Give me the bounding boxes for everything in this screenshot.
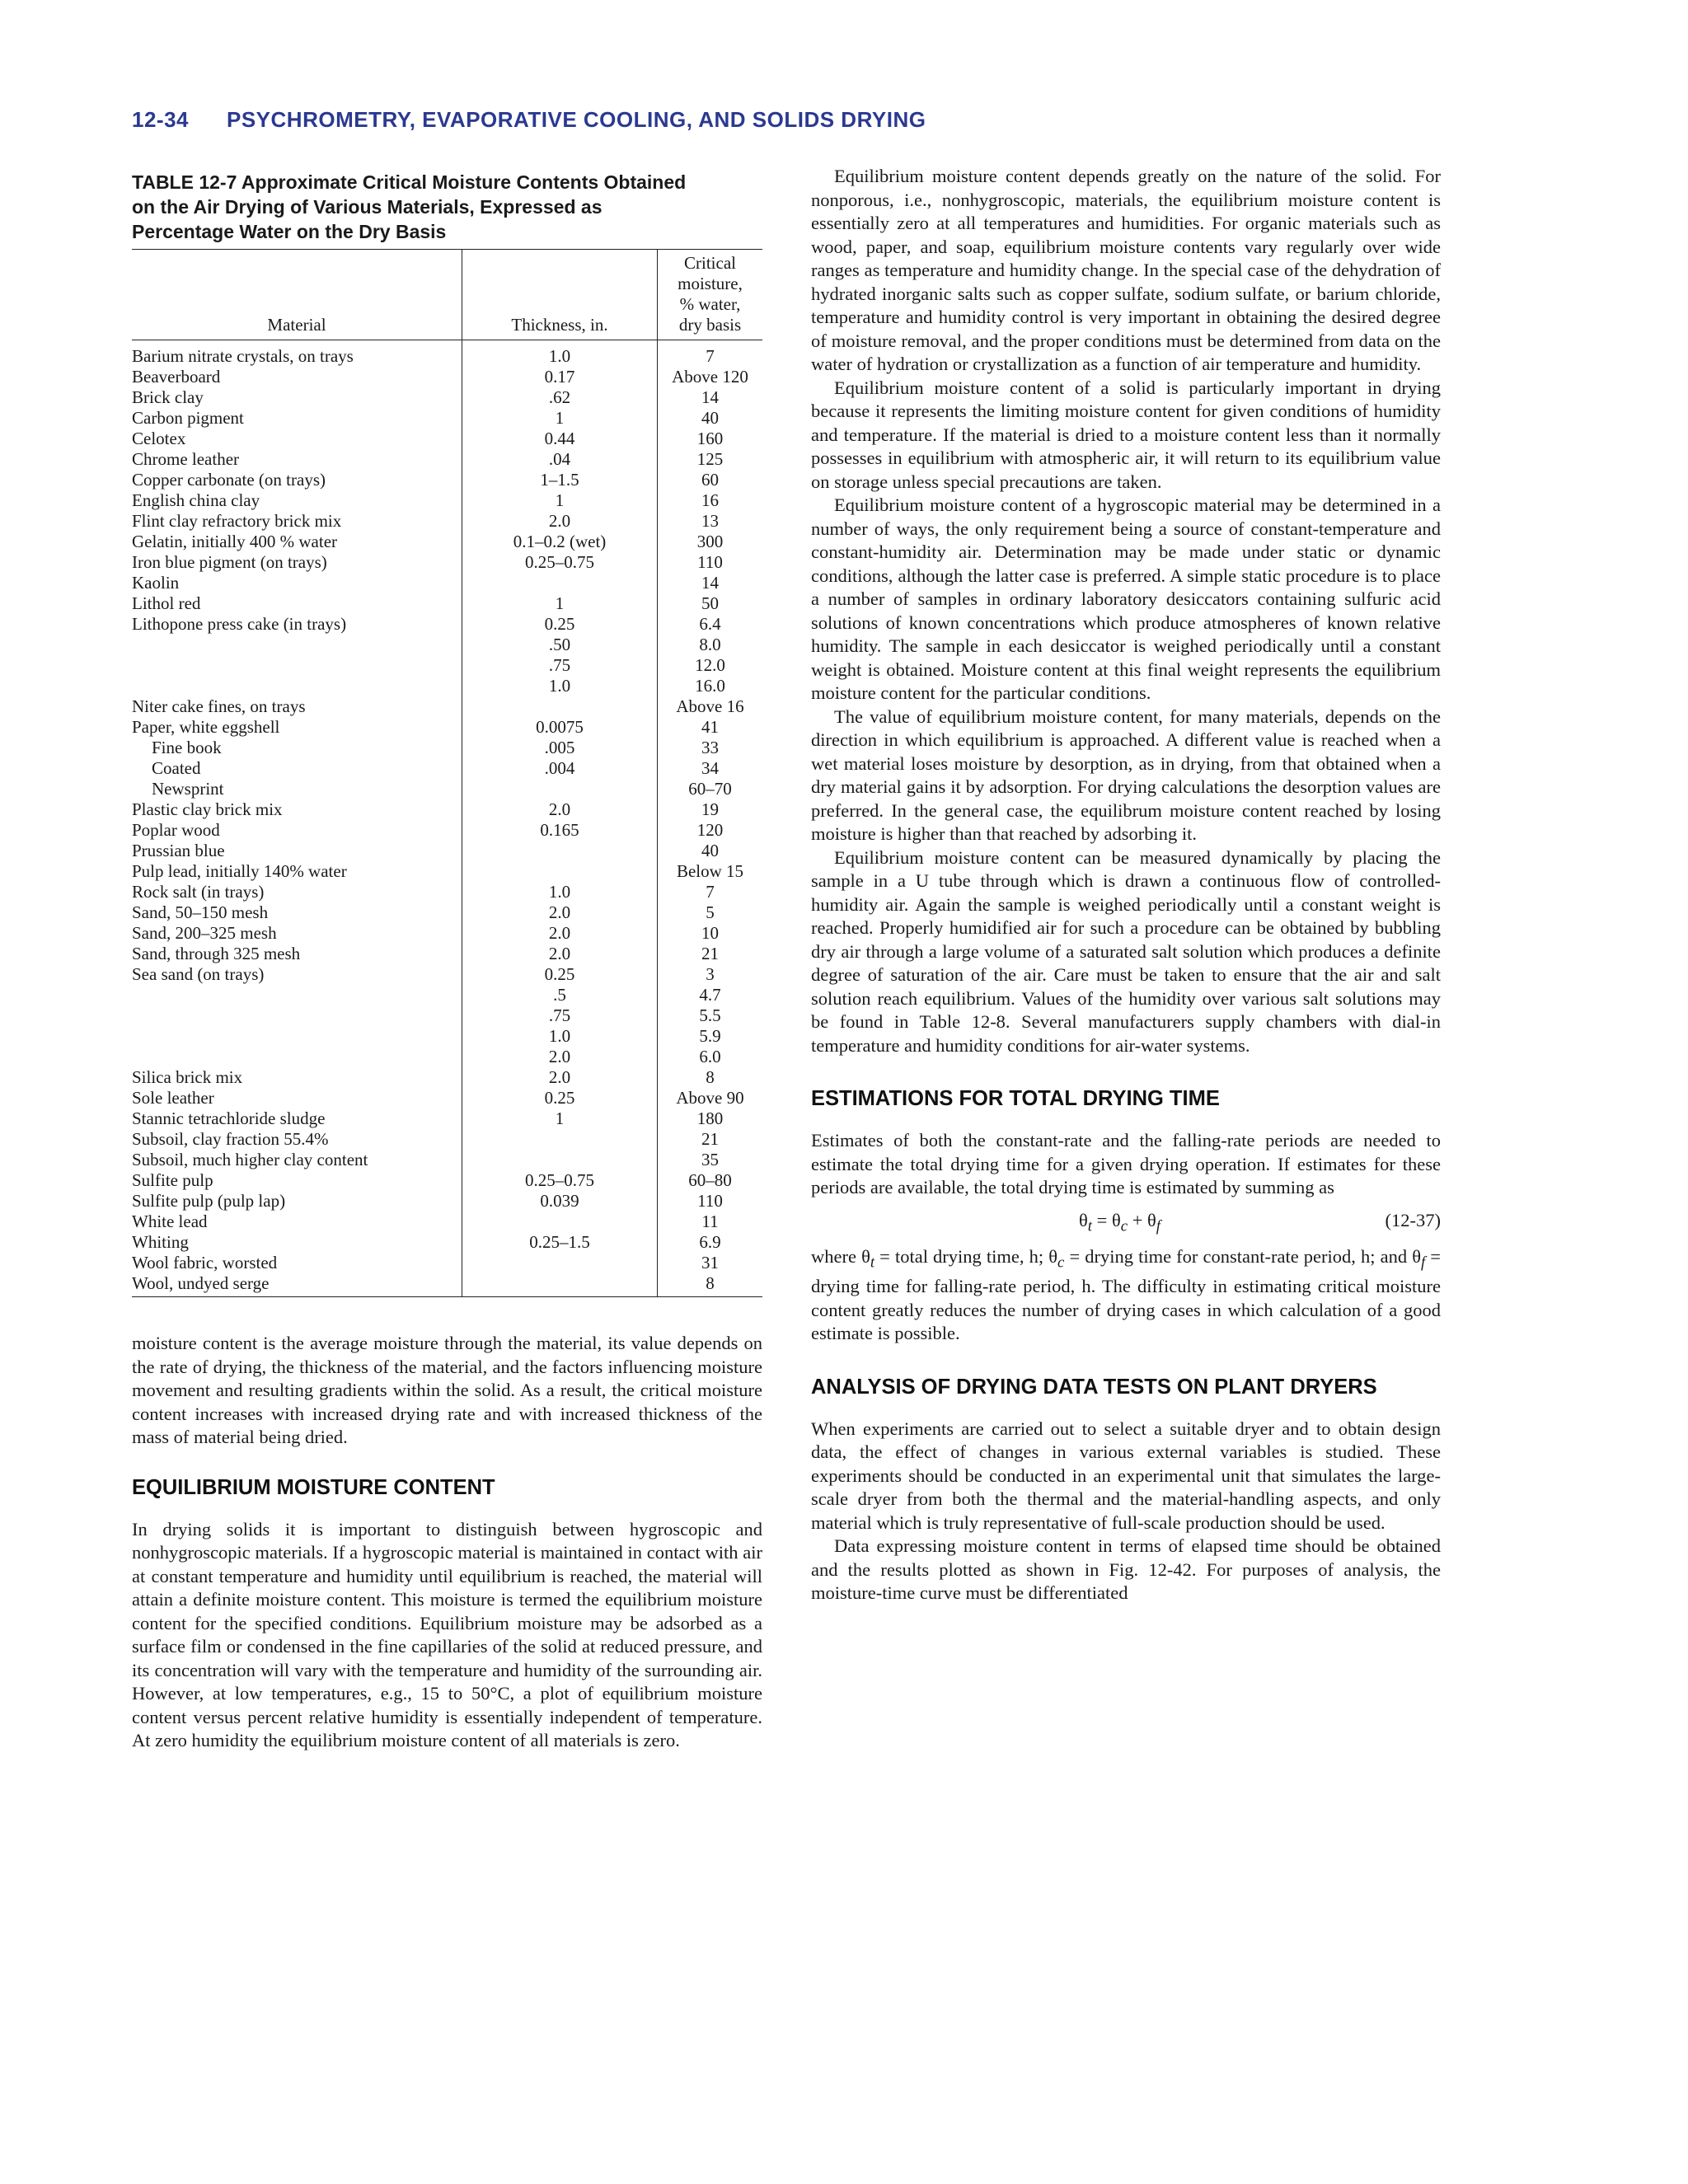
cell-critical-moisture: 16.0 [695, 676, 725, 696]
cell-critical-moisture: 12.0 [695, 655, 725, 675]
cell-material: Brick clay [132, 387, 204, 407]
table-row [132, 573, 762, 593]
table-row [132, 1047, 762, 1067]
table-row [132, 511, 762, 532]
header-material: Material [132, 250, 462, 340]
table-row [132, 985, 762, 1005]
subscript: t [870, 1254, 875, 1272]
cell-critical-moisture: Below 15 [676, 861, 744, 881]
cell-material [132, 985, 462, 1005]
table-row [132, 1273, 762, 1297]
theta-symbol: θ [1111, 1209, 1121, 1230]
table-title [132, 170, 762, 244]
header-line: Critical [684, 253, 736, 273]
cell-thickness: 1 [462, 490, 658, 511]
cell-thickness [462, 1212, 658, 1232]
cell-critical-moisture: 19 [701, 799, 719, 819]
cell-material: Pulp lead, initially 140% water [132, 861, 347, 881]
cell-thickness: 2.0 [462, 902, 658, 923]
cell-thickness [462, 841, 658, 861]
cell-thickness: 2.0 [462, 511, 658, 532]
critical-moisture-table [132, 249, 762, 1297]
cell-critical-moisture: 10 [701, 923, 719, 943]
cell-material: Sole leather [132, 1088, 214, 1108]
cell-thickness: .5 [462, 985, 658, 1005]
cell-critical-moisture: 14 [701, 573, 719, 593]
table-row [132, 1108, 762, 1129]
where-text: = total drying time, h; [874, 1246, 1049, 1267]
table-row [132, 367, 762, 387]
cell-material: Lithol red [132, 593, 201, 613]
cell-thickness: 2.0 [462, 923, 658, 944]
cell-critical-moisture: Above 16 [676, 696, 744, 716]
table-row [132, 490, 762, 511]
cell-thickness [462, 1273, 658, 1297]
cell-critical-moisture: 5 [706, 902, 715, 922]
table-body [132, 340, 762, 1297]
table-row [132, 696, 762, 717]
cell-thickness: .04 [462, 449, 658, 470]
cell-material: White lead [132, 1212, 208, 1231]
cell-critical-moisture: 21 [701, 1129, 719, 1149]
cell-critical-moisture: 13 [701, 511, 719, 531]
cell-material: Barium nitrate crystals, on trays [132, 346, 354, 366]
section-heading-total-drying-time: ESTIMATIONS FOR TOTAL DRYING TIME [811, 1087, 1220, 1110]
cell-critical-moisture: 6.4 [699, 614, 721, 634]
cell-thickness: 0.25–0.75 [462, 1170, 658, 1191]
cell-thickness: 0.44 [462, 429, 658, 449]
table-row [132, 532, 762, 552]
cell-thickness: 1 [462, 1108, 658, 1129]
table-row [132, 552, 762, 573]
cell-critical-moisture: 33 [701, 738, 719, 757]
cell-material [132, 655, 462, 676]
table-row [132, 408, 762, 429]
table-row [132, 944, 762, 964]
table-row [132, 470, 762, 490]
cell-thickness: 2.0 [462, 944, 658, 964]
table-row [132, 799, 762, 820]
table-row [132, 964, 762, 985]
table-row [132, 902, 762, 923]
cell-critical-moisture: 31 [701, 1253, 719, 1272]
table-row [132, 738, 762, 758]
theta-symbol: θ [861, 1246, 870, 1267]
section-heading-emc: EQUILIBRIUM MOISTURE CONTENT [132, 1475, 495, 1499]
cell-critical-moisture: 3 [706, 964, 715, 984]
table-title-line: Percentage Water on the Dry Basis [132, 221, 447, 242]
table-row [132, 593, 762, 614]
header-line: dry basis [678, 315, 742, 335]
cell-critical-moisture: 14 [701, 387, 719, 407]
cell-material: Subsoil, clay fraction 55.4% [132, 1129, 329, 1149]
cell-critical-moisture: 300 [696, 532, 724, 551]
table-row [132, 779, 762, 799]
paragraph: Data expressing moisture content in terms of elapsed time should be obtained and the results plotted as shown in Fig. 12-42. For purposes of analysis, the moisture-time curve must be differentiated [811, 1535, 1441, 1603]
cell-critical-moisture: 5.5 [699, 1005, 721, 1025]
cell-material: Rock salt (in trays) [132, 882, 265, 902]
table-row [132, 1170, 762, 1191]
table-row [132, 1191, 762, 1212]
cell-thickness: 0.1–0.2 (wet) [462, 532, 658, 552]
equation-number: (12-37) [1385, 1209, 1441, 1230]
table-row [132, 655, 762, 676]
cell-material: Silica brick mix [132, 1067, 243, 1087]
cell-material: Kaolin [132, 573, 180, 593]
table-row [132, 1088, 762, 1108]
table-row [132, 1129, 762, 1150]
cell-critical-moisture: 120 [696, 820, 724, 840]
page-number: 12-34 [132, 107, 189, 132]
cell-material: Iron blue pigment (on trays) [132, 552, 327, 572]
header-thickness: Thickness, in. [462, 250, 658, 340]
cell-thickness [462, 861, 658, 882]
cell-thickness: 1.0 [462, 676, 658, 696]
cell-material: Plastic clay brick mix [132, 799, 283, 819]
cell-material: Poplar wood [132, 820, 220, 840]
subscript: f [1156, 1217, 1161, 1235]
cell-critical-moisture: 35 [701, 1150, 719, 1169]
cell-critical-moisture: Above 120 [672, 367, 748, 387]
cell-material [132, 676, 462, 696]
subscript: f [1420, 1254, 1426, 1272]
table-row [132, 429, 762, 449]
cell-material: Subsoil, much higher clay content [132, 1150, 368, 1169]
cell-material: Carbon pigment [132, 408, 244, 428]
table-title-line: on the Air Drying of Various Materials, Expressed as [132, 196, 603, 218]
cell-material: Sand, 50–150 mesh [132, 902, 269, 922]
cell-material: Chrome leather [132, 449, 240, 469]
table-row [132, 1232, 762, 1253]
cell-material [132, 1047, 462, 1067]
equals-sign: = [1092, 1209, 1112, 1230]
cell-material: English china clay [132, 490, 260, 510]
header-critical-moisture [658, 250, 763, 340]
cell-material: Coated [152, 758, 201, 778]
chapter-title: PSYCHROMETRY, EVAPORATIVE COOLING, AND SOLIDS DRYING [227, 107, 926, 132]
cell-thickness [462, 573, 658, 593]
table-row [132, 449, 762, 470]
cell-thickness: 0.25–1.5 [462, 1232, 658, 1253]
table-row [132, 1150, 762, 1170]
cell-critical-moisture: 7 [706, 346, 715, 366]
table-row [132, 635, 762, 655]
cell-critical-moisture: 60–70 [688, 779, 732, 799]
cell-thickness [462, 1253, 658, 1273]
cell-material: Beaverboard [132, 367, 221, 387]
cell-thickness: 1.0 [462, 340, 658, 368]
cell-thickness: 1.0 [462, 1026, 658, 1047]
cell-thickness: .75 [462, 1005, 658, 1026]
cell-critical-moisture: 125 [696, 449, 724, 469]
paragraph: The value of equilibrium moisture content, for many materials, depends on the direction in which equilibrium is approached. A different value is reached when a wet material loses moisture by desorption, as in drying, from that obtained when a dry material gains it by adsorption. For drying calculations the desorption values are preferred. In the general case, the equilibrum moisture content reached by losing moisture is higher than that reached by adsorbing it. [811, 705, 1441, 844]
cell-critical-moisture: 50 [701, 593, 719, 613]
subscript: c [1120, 1217, 1128, 1235]
cell-material [132, 635, 462, 655]
where-text: = drying time for constant-rate period, h; and [1064, 1246, 1413, 1267]
cell-thickness: 1 [462, 593, 658, 614]
section-heading-analysis: ANALYSIS OF DRYING DATA TESTS ON PLANT DRYERS [811, 1375, 1377, 1399]
cell-thickness: .75 [462, 655, 658, 676]
cell-critical-moisture: 40 [701, 841, 719, 860]
cell-material: Stannic tetrachloride sludge [132, 1108, 326, 1128]
subscript: t [1087, 1217, 1092, 1235]
cell-thickness: 0.25–0.75 [462, 552, 658, 573]
table-row [132, 758, 762, 779]
cell-material [132, 1026, 462, 1047]
table-row [132, 340, 762, 368]
cell-material: Sea sand (on trays) [132, 964, 265, 984]
cell-material: Sulfite pulp (pulp lap) [132, 1191, 286, 1211]
cell-material [132, 1005, 462, 1026]
cell-material: Flint clay refractory brick mix [132, 511, 342, 531]
cell-thickness: 1–1.5 [462, 470, 658, 490]
table-row [132, 841, 762, 861]
table-row [132, 1005, 762, 1026]
table-header-row [132, 250, 762, 340]
cell-thickness [462, 1150, 658, 1170]
equation-12-37 [811, 1208, 1441, 1240]
cell-thickness: 0.25 [462, 614, 658, 635]
where-text: = drying time for falling-rate period, h. The difficulty in estimating critical moisture content greatly reduces the number of drying cases in which calculation of a good estimate is possible. [811, 1246, 1441, 1343]
cell-thickness [462, 1129, 658, 1150]
cell-critical-moisture: 180 [696, 1108, 724, 1128]
cell-critical-moisture: 8 [658, 1273, 763, 1297]
cell-thickness: 0.0075 [462, 717, 658, 738]
theta-symbol: θ [1048, 1246, 1058, 1267]
table-row [132, 820, 762, 841]
continuation-paragraph: moisture content is the average moisture through the material, its value depends on the rate of drying, the thickness of the material, and the factors influencing moisture movement and resulting gradients within the solid. As a result, the critical moisture content increases with increased drying rate and with increased thickness of the mass of material being dried. [132, 1333, 762, 1447]
table-row [132, 1212, 762, 1232]
cell-thickness: 1.0 [462, 882, 658, 902]
cell-critical-moisture: 16 [701, 490, 719, 510]
subscript: c [1057, 1254, 1065, 1272]
cell-critical-moisture: 110 [697, 552, 723, 572]
paragraph: Equilibrium moisture content can be measured dynamically by placing the sample in a U tube through which is drawn a continuous flow of controlled-humidity air. Again the sample is weighed periodically until a constant weight is reached. Properly humidified air for such a procedure can be obtained by bubbling dry air through a large volume of a saturated salt solution which produces a definite degree of saturation of the air. Care must be taken to ensure that the air and salt solution reach equilibrium. Values of the humidity over various salt solutions may be found in Table 12-8. Several manufacturers supply chambers with dial-in temperature and humidity conditions for air-water systems. [811, 846, 1441, 1056]
cell-thickness [462, 696, 658, 717]
cell-material: Copper carbonate (on trays) [132, 470, 326, 490]
cell-critical-moisture: 110 [697, 1191, 723, 1211]
paragraph: Equilibrium moisture content of a solid is particularly important in drying because it represents the limiting moisture content for given conditions of humidity and temperature. If the material is dried to a moisture content less than it normally possesses in equilibrium with atmospheric air, it will return to its equilibrium value on storage unless special precautions are taken. [811, 377, 1441, 492]
cell-thickness: .005 [462, 738, 658, 758]
cell-thickness: 0.165 [462, 820, 658, 841]
cell-critical-moisture: 7 [706, 882, 715, 902]
cell-critical-moisture: 21 [701, 944, 719, 963]
header-line: % water, [679, 294, 741, 314]
cell-material: Fine book [152, 738, 222, 757]
plus-sign: + [1128, 1209, 1148, 1230]
cell-critical-moisture: 8 [706, 1067, 715, 1087]
cell-material: Sand, through 325 mesh [132, 944, 301, 963]
table-row [132, 717, 762, 738]
cell-material: Paper, white eggshell [132, 717, 280, 737]
equation-body [1079, 1208, 1160, 1240]
cell-material: Whiting [132, 1232, 189, 1252]
cell-material: Newsprint [152, 779, 224, 799]
cell-thickness: .50 [462, 635, 658, 655]
table-title-line: TABLE 12-7 Approximate Critical Moisture Contents Obtained [132, 171, 687, 193]
table-row [132, 614, 762, 635]
right-column [811, 165, 1441, 1605]
left-column [132, 165, 762, 1753]
cell-material: Wool, undyed serge [132, 1273, 462, 1297]
cell-material: Gelatin, initially 400 % water [132, 532, 338, 551]
cell-critical-moisture: 11 [701, 1212, 719, 1231]
table-row [132, 923, 762, 944]
table-row [132, 387, 762, 408]
where-text: where [811, 1246, 862, 1267]
cell-thickness: 1 [462, 408, 658, 429]
table-row [132, 1026, 762, 1047]
cell-critical-moisture: Above 90 [676, 1088, 744, 1108]
table-row [132, 882, 762, 902]
paragraph: When experiments are carried out to select a suitable dryer and to obtain design data, the effect of changes in various external variables is studied. These experiments should be conducted in an experimental unit that simulates the large-scale dryer from both the thermal and the material-handling aspects, and only material which is truly representative of full-scale production should be used. [811, 1418, 1441, 1533]
cell-thickness: 2.0 [462, 799, 658, 820]
cell-critical-moisture: 8.0 [699, 635, 721, 654]
cell-critical-moisture: 41 [701, 717, 719, 737]
theta-symbol: θ [1147, 1209, 1156, 1230]
cell-thickness: 0.25 [462, 964, 658, 985]
table-row [132, 1253, 762, 1273]
where-paragraph [811, 1245, 1441, 1346]
cell-thickness [462, 779, 658, 799]
cell-thickness: 0.039 [462, 1191, 658, 1212]
cell-material: Celotex [132, 429, 186, 448]
paragraph: Equilibrium moisture content of a hygroscopic material may be determined in a number of ways, the only requirement being a source of constant-temperature and constant-humidity air. Determination may be made under static or dynamic conditions, although the latter case is preferred. A simple static procedure is to place a number of samples in ordinary laboratory desiccators containing sulfuric acid solutions of known concentrations which produce atmospheres of known relative humidity. The sample in each desiccator is weighed periodically until a constant weight is obtained. Moisture content at this final weight represents the equilibrium moisture content for the particular conditions. [811, 494, 1441, 703]
cell-critical-moisture: 6.9 [699, 1232, 721, 1252]
table-row [132, 861, 762, 882]
cell-thickness: 2.0 [462, 1067, 658, 1088]
theta-symbol: θ [1412, 1246, 1421, 1267]
theta-symbol: θ [1079, 1209, 1088, 1230]
cell-material: Sand, 200–325 mesh [132, 923, 277, 943]
cell-critical-moisture: 4.7 [699, 985, 721, 1005]
cell-material: Lithopone press cake (in trays) [132, 614, 347, 634]
cell-critical-moisture: 34 [701, 758, 719, 778]
emc-paragraph: In drying solids it is important to distinguish between hygroscopic and nonhygroscopic materials. If a hygroscopic material is maintained in contact with air at constant temperature and humidity until equilibrium is reached, the material will attain a definite moisture content. This moisture is termed the equilibrium moisture content for the specified conditions. Equilibrium moisture may be adsorbed as a surface film or condensed in the fine capillaries of the solid at reduced pressure, and its concentration will vary with the temperature and humidity of the surrounding air. However, at low temperatures, e.g., 15 to 50°C, a plot of equilibrium moisture content versus percent relative humidity is essentially independent of temperature. At zero humidity the equilibrium moisture content of all materials is zero. [132, 1518, 762, 1750]
cell-critical-moisture: 60 [701, 470, 719, 490]
cell-critical-moisture: 60–80 [688, 1170, 732, 1190]
cell-critical-moisture: 160 [696, 429, 724, 448]
cell-critical-moisture: 5.9 [699, 1026, 721, 1046]
cell-thickness: 0.17 [462, 367, 658, 387]
paragraph: Estimates of both the constant-rate and the falling-rate periods are needed to estimate the total drying time for a given drying operation. If estimates for these periods are available, the total drying time is estimated by summing as [811, 1130, 1441, 1197]
header-line: moisture, [678, 274, 743, 293]
cell-critical-moisture: 6.0 [699, 1047, 721, 1066]
paragraph: Equilibrium moisture content depends greatly on the nature of the solid. For nonporous, i.e., nonhygroscopic, materials, the equilibrium moisture content is essentially zero at all temperatures and humidities. For organic materials such as wood, paper, and soap, equilibrium moisture contents vary regularly over wide ranges as temperature and humidity change. In the special case of the dehydration of hydrated inorganic salts such as copper sulfate, sodium sulfate, or barium chloride, temperature and humidity control is very important in obtaining the desired degree of moisture removal, and the proper conditions must be determined from data on the water of hydration or crystallization as a function of air temperature and humidity. [811, 166, 1441, 374]
running-head [132, 107, 1451, 133]
cell-material: Sulfite pulp [132, 1170, 213, 1190]
cell-thickness: 2.0 [462, 1047, 658, 1067]
cell-material: Wool fabric, worsted [132, 1253, 278, 1272]
table-row [132, 676, 762, 696]
cell-thickness: .62 [462, 387, 658, 408]
cell-critical-moisture: 40 [701, 408, 719, 428]
table-row [132, 1067, 762, 1088]
cell-thickness: 0.25 [462, 1088, 658, 1108]
cell-thickness: .004 [462, 758, 658, 779]
cell-material: Prussian blue [132, 841, 225, 860]
cell-material: Niter cake fines, on trays [132, 696, 306, 716]
